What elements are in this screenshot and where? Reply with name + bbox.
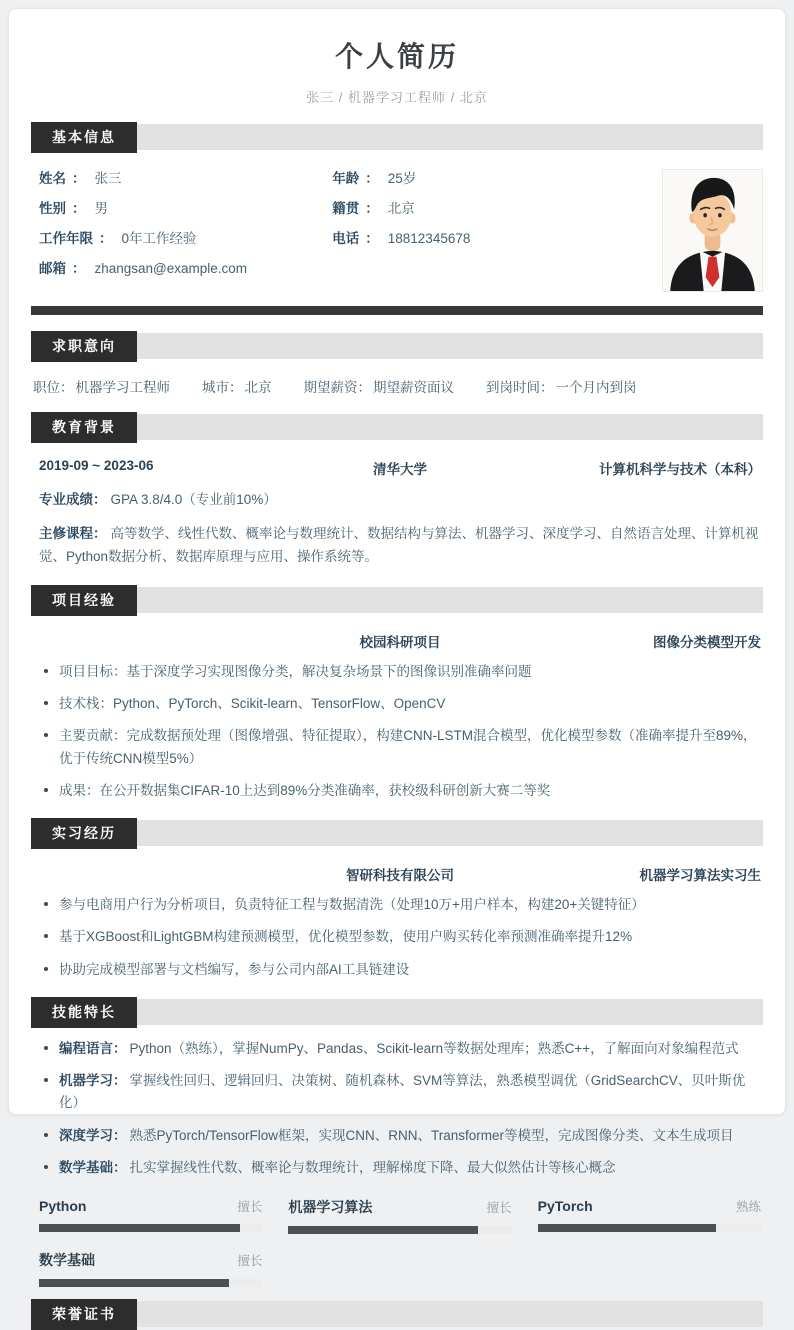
skill-bar-level: 擅长 <box>486 1201 512 1216</box>
skill-bar-fill <box>39 1224 240 1232</box>
bullet-item <box>41 693 761 715</box>
basic-info-field <box>332 199 650 219</box>
education-details <box>31 489 763 569</box>
basic-info-grid <box>39 169 650 292</box>
basic-info-field <box>332 229 650 249</box>
basic-info-field <box>39 199 332 219</box>
intent-item <box>202 376 272 396</box>
bullet-text: 成果：在公开数据集CIFAR-10上达到89%分类准确率，获校级科研创新大赛二等奖 <box>59 782 551 798</box>
section-header-projects <box>31 585 763 616</box>
skill-bullet-text: Python（熟练），掌握NumPy、Pandas、Scikit-learn等数据处理库；熟悉C++，了解面向对象编程范式 <box>129 1040 739 1056</box>
skill-bullet-text: 扎实掌握线性代数、概率论与数理统计，理解梯度下降、最大似然估计等核心概念 <box>129 1160 616 1175</box>
skill-bullet-item <box>41 1070 761 1115</box>
bullet-text: 项目目标：基于深度学习实现图像分类，解决复杂场景下的图像识别准确率问题 <box>59 663 532 679</box>
field-colon: ： <box>72 171 86 186</box>
avatar-illustration <box>663 170 762 291</box>
education-detail-row <box>31 523 763 569</box>
bullet-text: 主要贡献：完成数据预处理（图像增强、特征提取），构建CNN-LSTM混合模型，优化模型参数（准确率提升至89%，优于传统CNN模型5%） <box>59 728 757 766</box>
field-colon: ： <box>72 201 86 216</box>
section-strip <box>31 999 763 1025</box>
section-badge-projects: 项目经验 <box>31 585 137 616</box>
education-school: 清华大学 <box>373 462 427 477</box>
bullet-dot-icon <box>44 788 48 792</box>
section-strip <box>31 414 763 440</box>
intent-colon: ： <box>540 380 554 395</box>
skill-bullet-label: 深度学习： <box>59 1127 127 1143</box>
field-label: 姓名 <box>39 171 66 186</box>
bullet-text: 技术栈：Python、PyTorch、Scikit-learn、TensorFlow、OpenCV <box>59 696 446 712</box>
intent-colon: ： <box>60 380 74 395</box>
bullet-text: 参与电商用户行为分析项目，负责特征工程与数据清洗（处理10万+用户样本，构建20+关键特征） <box>59 897 645 913</box>
skill-bullet-list <box>31 1038 763 1179</box>
skill-bullet-label: 编程语言： <box>59 1040 127 1056</box>
skill-bar-head <box>39 1250 262 1270</box>
job-intent-row <box>31 376 763 396</box>
bullet-item <box>41 725 761 770</box>
skill-bar-track <box>538 1224 761 1232</box>
skill-bullet-label: 机器学习： <box>59 1073 127 1089</box>
skill-bar-fill <box>288 1226 478 1234</box>
education-detail-label: 主修课程： <box>39 525 107 541</box>
project-period-empty <box>39 631 360 651</box>
field-label: 性别 <box>39 201 66 216</box>
field-value: 张三 <box>94 171 122 186</box>
internship-headline-row <box>31 864 763 884</box>
field-colon: ： <box>72 261 86 276</box>
section-strip <box>31 1301 763 1327</box>
bullet-item <box>41 661 761 683</box>
skill-bar-track <box>39 1224 262 1232</box>
internship-company: 智研科技有限公司 <box>346 868 454 884</box>
skill-bar-level: 擅长 <box>237 1200 263 1215</box>
skill-bullet-label: 数学基础： <box>59 1160 127 1175</box>
internship-period-empty <box>39 864 346 884</box>
bullet-text: 基于XGBoost和LightGBM构建预测模型，优化模型参数，使用户购买转化率预测准确率提升12% <box>59 929 633 945</box>
section-header-internship <box>31 818 763 849</box>
field-value: 男 <box>94 201 108 216</box>
field-colon: ： <box>365 171 379 186</box>
skill-bar-fill <box>538 1224 717 1232</box>
bullet-dot-icon <box>44 934 48 938</box>
skill-bar-name: PyTorch <box>537 1198 593 1215</box>
basic-info-field <box>39 229 332 249</box>
intent-item <box>486 376 637 396</box>
section-header-skills <box>31 997 763 1028</box>
basic-info-block <box>31 169 763 292</box>
intent-item <box>33 376 170 396</box>
field-value: 25岁 <box>387 171 417 186</box>
skill-bar-level: 擅长 <box>237 1254 263 1269</box>
education-headline-row <box>31 458 763 478</box>
field-label: 籍贯 <box>332 201 360 216</box>
intent-colon: ： <box>357 380 371 395</box>
skill-bar-name: 数学基础 <box>39 1252 95 1269</box>
skill-bar-name: Python <box>39 1198 87 1215</box>
intent-value: 期望薪资面议 <box>373 380 454 395</box>
project-role: 图像分类模型开发 <box>653 634 761 650</box>
intent-colon: ： <box>229 380 243 395</box>
page-title: 个人简历 <box>334 41 459 72</box>
skill-bar-head <box>39 1197 262 1215</box>
skill-bar-level: 熟练 <box>735 1200 761 1215</box>
bullet-dot-icon <box>44 967 48 971</box>
intent-label: 职位 <box>33 380 60 395</box>
id-photo <box>662 169 763 292</box>
resume-page <box>8 8 786 1323</box>
section-badge-intent: 求职意向 <box>31 331 137 362</box>
skill-bar <box>538 1197 761 1234</box>
education-detail-text: 高等数学、线性代数、概率论与数理统计、数据结构与算法、机器学习、深度学习、自然语言处理、计算机视觉、Python数据分析、数据库原理与应用、操作系统等。 <box>39 525 759 564</box>
skill-bar <box>39 1250 262 1287</box>
skill-bullet-item <box>41 1038 761 1060</box>
education-detail-label: 专业成绩： <box>39 492 107 507</box>
field-colon: ： <box>365 231 379 246</box>
bullet-dot-icon <box>44 733 48 737</box>
skill-bullet-text: 掌握线性回归、逻辑回归、决策树、随机森林、SVM等算法，熟悉模型调优（GridSearchCV、贝叶斯优化） <box>59 1073 746 1111</box>
project-bullet-list <box>31 661 763 802</box>
field-value: 18812345678 <box>387 231 471 246</box>
education-detail-row <box>31 489 763 512</box>
section-header-honors <box>31 1299 763 1330</box>
skill-bars-grid <box>31 1197 763 1287</box>
field-label: 工作年限 <box>39 231 93 246</box>
section-header-basic <box>31 122 763 153</box>
skill-bar-head <box>538 1197 761 1215</box>
section-strip <box>31 333 763 359</box>
intent-value: 一个月内到岗 <box>555 380 637 395</box>
section-header-intent <box>31 331 763 362</box>
intent-label: 到岗时间 <box>486 380 540 395</box>
skill-bar <box>288 1197 511 1234</box>
basic-info-field <box>39 169 332 189</box>
bullet-dot-icon <box>44 1078 48 1082</box>
bullet-text: 协助完成模型部署与文档编写，参与公司内部AI工具链建设 <box>59 961 410 977</box>
skill-bar-head <box>288 1197 511 1217</box>
basic-info-field <box>39 259 332 279</box>
field-value: 0年工作经验 <box>121 231 197 246</box>
skill-bullet-item <box>41 1125 761 1147</box>
skill-bar <box>39 1197 262 1234</box>
skill-bullet-item <box>41 1157 761 1179</box>
section-header-education <box>31 412 763 443</box>
bullet-item <box>41 926 761 948</box>
page-subtitle: 张三 / 机器学习工程师 / 北京 <box>306 90 488 105</box>
section-badge-education: 教育背景 <box>31 412 137 443</box>
skill-bar-track <box>39 1279 262 1287</box>
thick-divider-bar <box>31 306 763 315</box>
internship-bullet-list <box>31 894 763 981</box>
section-strip <box>31 124 763 150</box>
project-headline-row <box>31 631 763 651</box>
section-badge-honors: 荣誉证书 <box>31 1299 137 1330</box>
skill-bar-track <box>288 1226 511 1234</box>
bullet-dot-icon <box>44 669 48 673</box>
project-name: 校园科研项目 <box>359 634 441 650</box>
section-strip <box>31 820 763 846</box>
skill-bar-name: 机器学习算法 <box>288 1199 373 1216</box>
intent-label: 期望薪资 <box>303 380 358 395</box>
intent-item <box>304 376 455 396</box>
education-detail-text: GPA 3.8/4.0（专业前10%） <box>110 492 277 507</box>
intent-value: 北京 <box>244 380 272 395</box>
education-period: 2019-09 ~ 2023-06 <box>39 458 154 473</box>
section-badge-basic: 基本信息 <box>31 122 137 153</box>
field-value: zhangsan@example.com <box>94 261 248 276</box>
field-label: 电话 <box>332 231 360 246</box>
intent-label: 城市 <box>202 380 229 395</box>
bullet-dot-icon <box>44 1133 48 1137</box>
section-badge-skills: 技能特长 <box>31 997 137 1028</box>
field-colon: ： <box>99 231 113 246</box>
bullet-dot-icon <box>44 701 48 705</box>
bullet-item <box>41 780 761 802</box>
field-value: 北京 <box>387 201 415 216</box>
skill-bar-fill <box>39 1279 229 1287</box>
section-strip <box>31 587 763 613</box>
field-label: 邮箱 <box>39 261 66 276</box>
field-colon: ： <box>365 201 379 216</box>
bullet-item <box>41 894 761 916</box>
section-badge-internship: 实习经历 <box>31 818 137 849</box>
bullet-dot-icon <box>44 1165 48 1169</box>
education-major: 计算机科学与技术（本科） <box>599 462 761 477</box>
intent-value: 机器学习工程师 <box>75 380 170 395</box>
bullet-item <box>41 959 761 981</box>
skill-bullet-text: 熟悉PyTorch/TensorFlow框架，实现CNN、RNN、Transformer等模型，完成图像分类、文本生成项目 <box>129 1127 734 1143</box>
field-label: 年龄 <box>332 171 360 186</box>
basic-info-field <box>332 169 650 189</box>
bullet-dot-icon <box>44 1046 48 1050</box>
internship-role: 机器学习算法实习生 <box>639 868 761 884</box>
bullet-dot-icon <box>44 902 48 906</box>
